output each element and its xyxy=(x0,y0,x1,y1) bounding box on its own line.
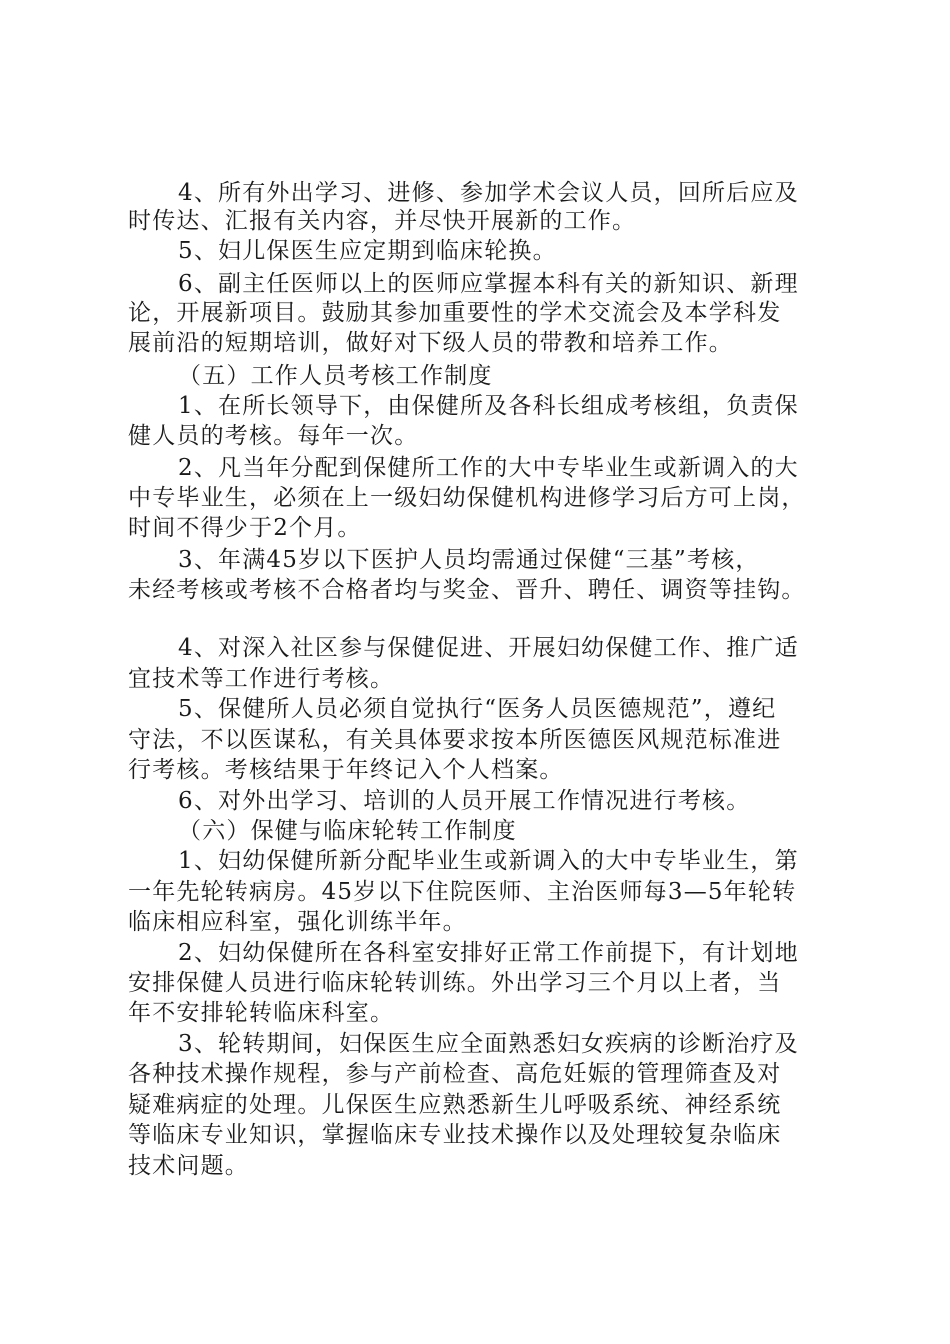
text-line: 时传达、汇报有关内容，并尽快开展新的工作。 xyxy=(128,208,637,234)
text-line: 2、凡当年分配到保健所工作的大中专毕业生或新调入的大 xyxy=(178,455,799,481)
text-line: 未经考核或考核不合格者均与奖金、晋升、聘任、调资等挂钩。 xyxy=(128,577,806,603)
text-line: 安排保健人员进行临床轮转训练。外出学习三个月以上者，当 xyxy=(128,970,782,996)
text-line: 技术问题。 xyxy=(128,1153,249,1179)
text-line: 宜技术等工作进行考核。 xyxy=(128,666,395,692)
text-line: 1、在所长领导下，由保健所及各科长组成考核组，负责保 xyxy=(178,393,799,419)
section-heading: （五）工作人员考核工作制度 xyxy=(178,363,493,389)
text-line: 1、妇幼保健所新分配毕业生或新调入的大中专毕业生，第 xyxy=(178,848,799,874)
text-line: 2、妇幼保健所在各科室安排好正常工作前提下，有计划地 xyxy=(178,940,799,966)
text-line: 6、副主任医师以上的医师应掌握本科有关的新知识、新理 xyxy=(178,271,799,297)
text-line: 守法，不以医谋私，有关具体要求按本所医德医风规范标准进 xyxy=(128,727,782,753)
text-line: 4、所有外出学习、进修、参加学术会议人员，回所后应及 xyxy=(178,180,799,206)
text-line: 一年先轮转病房。45岁以下住院医师、主治医师每3—5年轮转 xyxy=(128,879,797,905)
text-line: 中专毕业生，必须在上一级妇幼保健机构进修学习后方可上岗， xyxy=(128,485,806,511)
text-line: 年不安排轮转临床科室。 xyxy=(128,1000,395,1026)
text-line: 论，开展新项目。鼓励其参加重要性的学术交流会及本学科发 xyxy=(128,300,782,326)
text-line: 5、妇儿保医生应定期到临床轮换。 xyxy=(178,238,557,264)
text-line: 等临床专业知识，掌握临床专业技术操作以及处理较复杂临床 xyxy=(128,1122,782,1148)
text-line: 疑难病症的处理。儿保医生应熟悉新生儿呼吸系统、神经系统 xyxy=(128,1092,782,1118)
text-line: 5、保健所人员必须自觉执行“医务人员医德规范”，遵纪 xyxy=(178,696,777,722)
section-heading: （六）保健与临床轮转工作制度 xyxy=(178,818,517,844)
text-line: 临床相应科室，强化训练半年。 xyxy=(128,909,467,935)
text-line: 3、轮转期间，妇保医生应全面熟悉妇女疾病的诊断治疗及 xyxy=(178,1031,799,1057)
text-line: 展前沿的短期培训，做好对下级人员的带教和培养工作。 xyxy=(128,330,733,356)
text-line: 行考核。考核结果于年终记入个人档案。 xyxy=(128,757,564,783)
text-line: 6、对外出学习、培训的人员开展工作情况进行考核。 xyxy=(178,788,751,814)
text-line: 时间不得少于2个月。 xyxy=(128,515,362,541)
text-line: 3、年满45岁以下医护人员均需通过保健“三基”考核， xyxy=(178,547,760,573)
text-line: 各种技术操作规程，参与产前检查、高危妊娠的管理筛查及对 xyxy=(128,1061,782,1087)
text-line: 4、对深入社区参与保健促进、开展妇幼保健工作、推广适 xyxy=(178,635,799,661)
text-line: 健人员的考核。每年一次。 xyxy=(128,423,419,449)
